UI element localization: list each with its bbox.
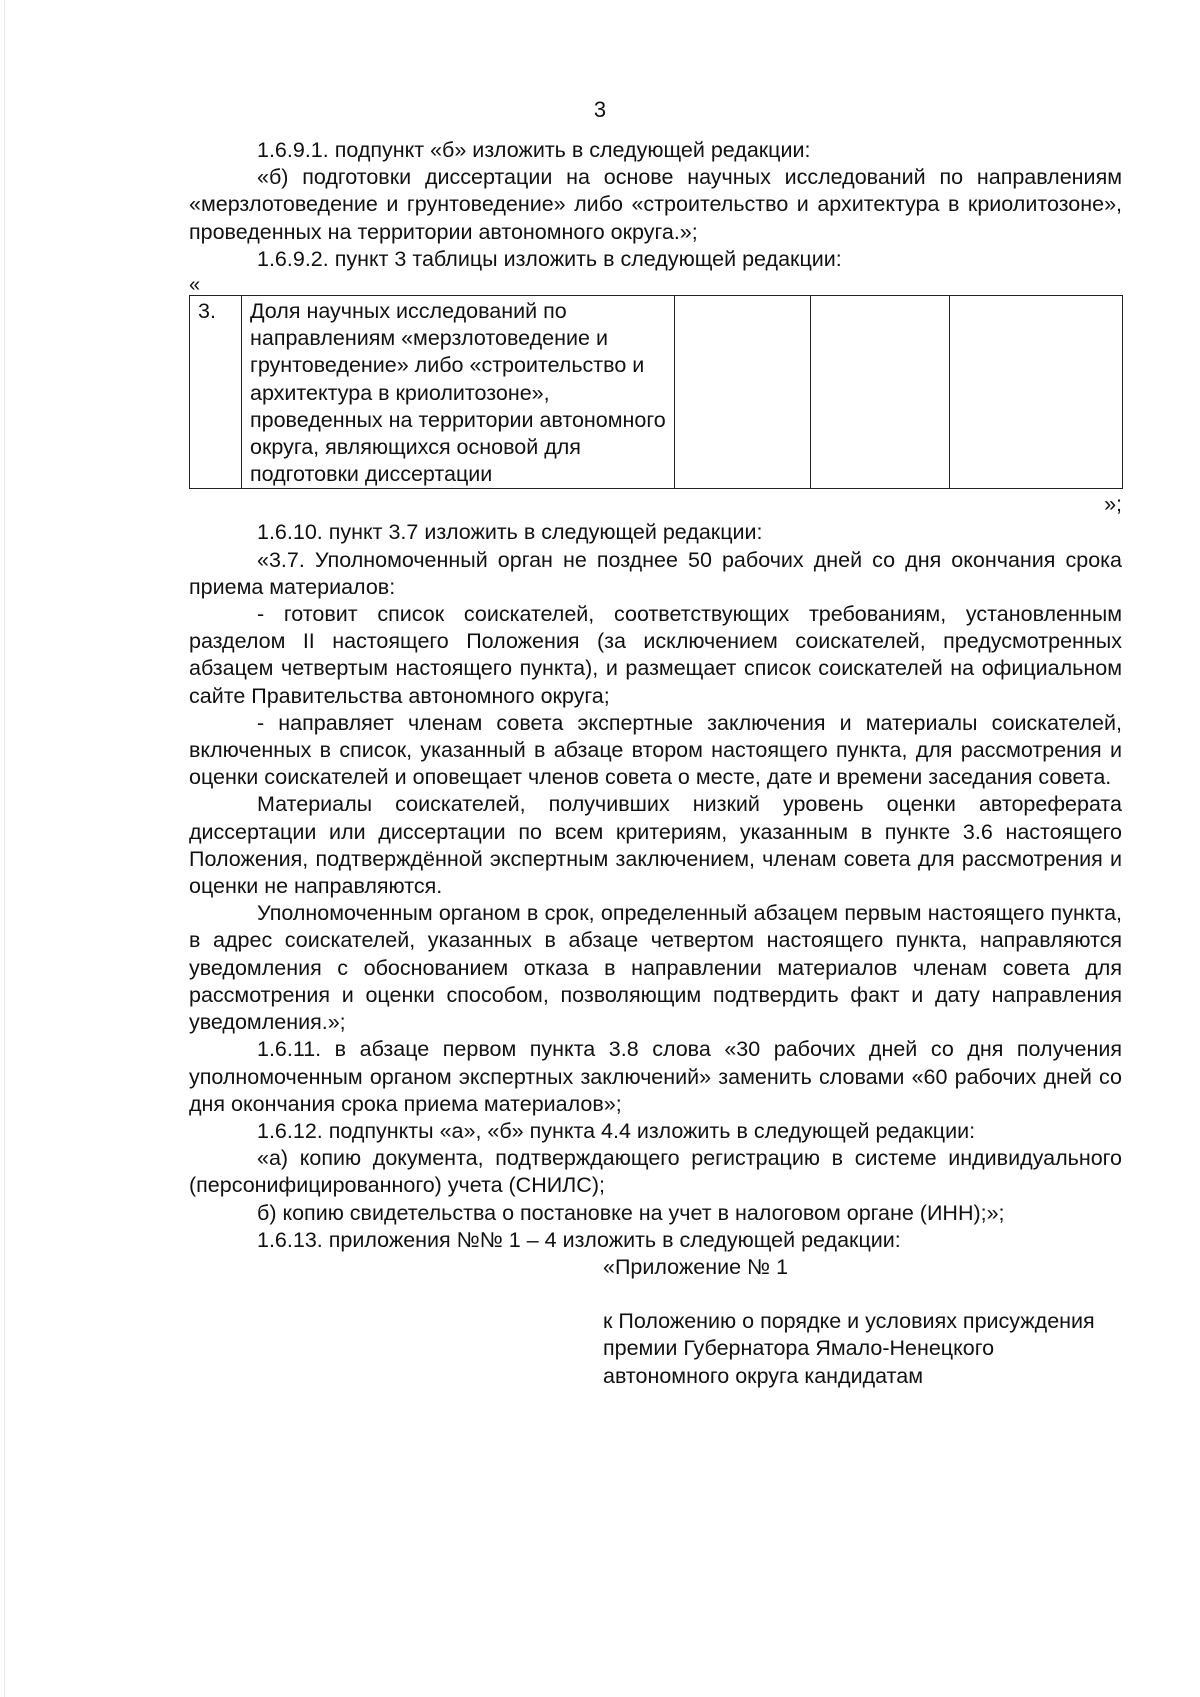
paragraph-1-6-9-2: 1.6.9.2. пункт 3 таблицы изложить в следующей редакции: — [257, 246, 842, 271]
table-cell-empty-3 — [675, 296, 811, 489]
paragraph-subpoint-b-inn: б) копию свидетельства о постановке на учет в налоговом органе (ИНН);»; — [257, 1200, 1005, 1225]
paragraph-subpoint-a: «а) копию документа, подтверждающего регистрацию в системе индивидуального (персонифицированного) учета (СНИЛС); — [189, 1146, 1122, 1198]
page-number: 3 — [593, 97, 607, 122]
paragraph-notifications: Уполномоченным органом в срок, определенный абзацем первым настоящего пункта, в адрес соискателей, указанных в абзаце четвертом настоящего пункта, направляются уведомления с обоснованием отказа в направлении материалов членам совета для рассмотрения и оценки способом, позволяющим подтвердить факт и дату направления уведомления.»; — [189, 901, 1122, 1035]
appendix-spacer — [189, 1281, 1122, 1308]
paragraph-1-6-12: 1.6.12. подпункты «а», «б» пункта 4.4 изложить в следующей редакции: — [257, 1118, 976, 1143]
paragraph-sends-conclusions: - направляет членам совета экспертные заключения и материалы соискателей, включенных в список, указанный в абзаце втором настоящего пункта, для рассмотрения и оценки соискателей и оповещает членов совета о месте, дате и времени заседания совета. — [189, 710, 1122, 790]
paragraph-3-7: «3.7. Уполномоченный орган не позднее 50 рабочих дней со дня окончания срока приема материалов: — [189, 547, 1122, 599]
table-row — [190, 296, 1123, 489]
amended-table — [189, 295, 1123, 489]
table-cell-empty-5 — [950, 296, 1123, 489]
paragraph-1-6-9-1: 1.6.9.1. подпункт «б» изложить в следующей редакции: — [257, 138, 811, 162]
table-cell-number: 3. — [190, 296, 242, 489]
paragraph-subpoint-b: «б) подготовки диссертации на основе научных исследований по направлениям «мерзлотоведение и грунтоведение» либо «строительство и архитектура в криолитозоне», проведенных на территории автономного округа.»; — [189, 165, 1122, 244]
paragraph-1-6-11: 1.6.11. в абзаце первом пункта 3.8 слова «30 рабочих дней со дня получения уполномоченным органом экспертных заключений» заменить словами «60 рабочих дней со дня окончания срока приема материалов»; — [189, 1037, 1122, 1116]
scan-edge-line — [4, 0, 5, 1697]
table-open-quote: « — [189, 274, 201, 297]
table-cell-empty-4 — [811, 296, 950, 489]
table-close-quote: »; — [1104, 492, 1122, 517]
table-cell-indicator: Доля научных исследований по направлениям «мерзлотоведение и грунтоведение» либо «строительство и архитектура в криолитозоне», проведенных на территории автономного округа, являющихся основой для подготовки диссертации — [242, 296, 675, 489]
document-body — [189, 137, 1122, 1390]
paragraph-materials-low-score: Материалы соискателей, получивших низкий уровень оценки автореферата диссертации или диссертации по всем критериям, указанным в пункте 3.6 настоящего Положения, подтверждённой экспертным заключением, членам совета для рассмотрения и оценки не направляются. — [189, 792, 1122, 899]
appendix-subtitle: к Положению о порядке и условиях присуждения премии Губернатора Ямало-Ненецкого автономного округа кандидатам — [603, 1309, 1095, 1388]
appendix-title: «Приложение № 1 — [603, 1254, 789, 1279]
paragraph-1-6-13: 1.6.13. приложения №№ 1 – 4 изложить в следующей редакции: — [257, 1227, 901, 1252]
paragraph-prepares-list: - готовит список соискателей, соответствующих требованиям, установленным разделом II настоящего Положения (за исключением соискателей, предусмотренных абзацем четвертым настоящего пункта), и размещает список соискателей на официальном сайте Правительства автономного округа; — [189, 602, 1122, 708]
paragraph-1-6-10: 1.6.10. пункт 3.7 изложить в следующей редакции: — [257, 520, 763, 545]
